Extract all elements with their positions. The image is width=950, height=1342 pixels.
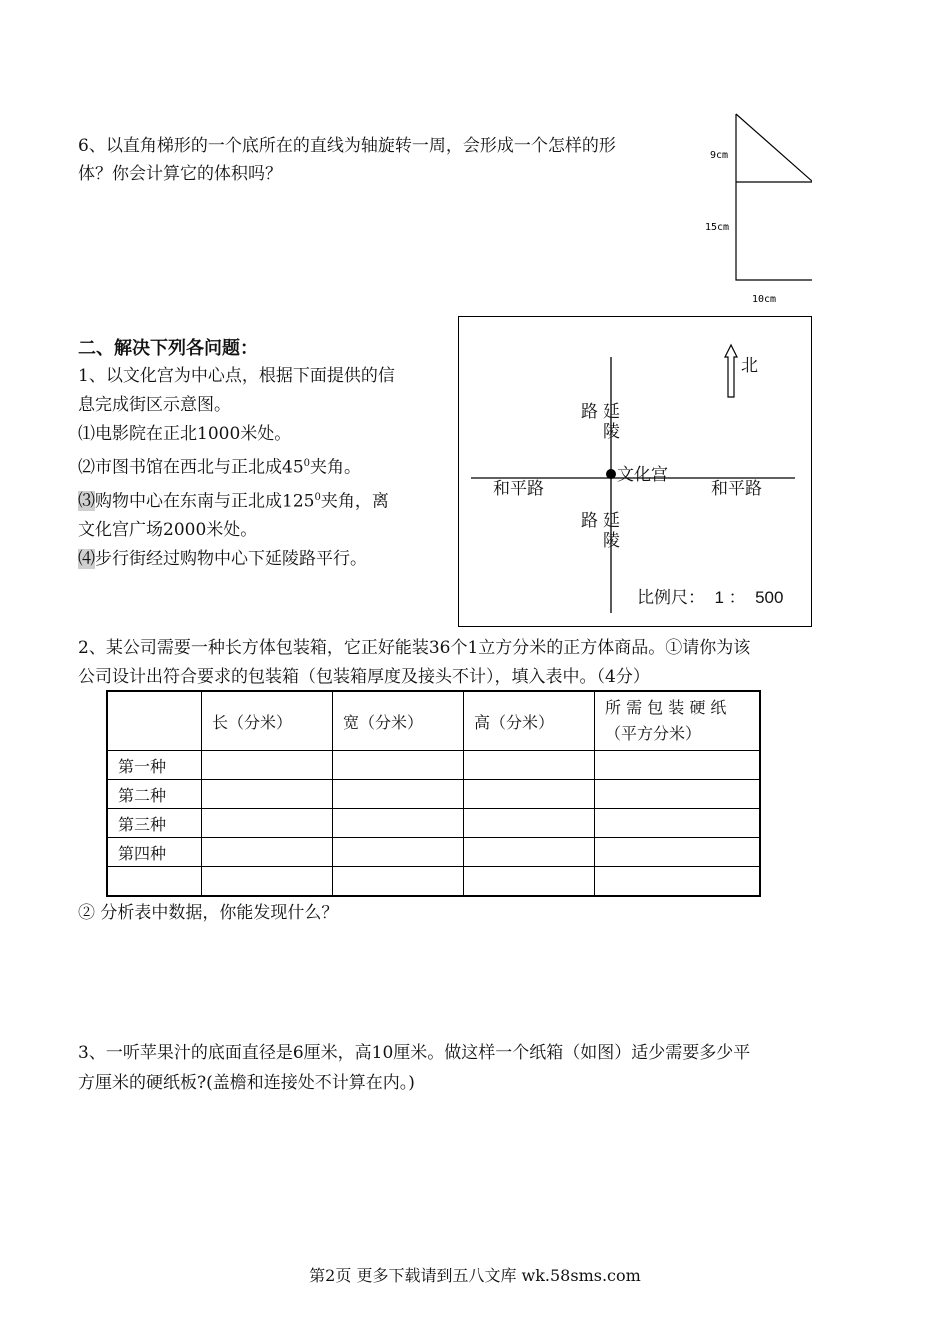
q1-item-1: ⑴电影院在正北1000米处。	[78, 424, 292, 444]
trapezoid-outline	[736, 114, 812, 280]
q2-line-1: 2、某公司需要一种长方体包装箱，它正好能装36个1立方分米的正方体商品。①请你为该	[78, 638, 751, 658]
q2-part-2: ② 分析表中数据，你能发现什么？	[78, 903, 339, 923]
page-footer: 第2页 更多下载请到五八文库 wk.58sms.com	[309, 1266, 641, 1285]
q6-line-2: 体？你会计算它的体积吗？	[78, 164, 282, 184]
header-height: 高（分米）	[464, 691, 595, 751]
dim-9cm: 9cm	[710, 150, 729, 161]
table-row	[107, 867, 760, 897]
dim-15cm: 15cm	[705, 222, 730, 233]
road-v-bottom-1: 路	[581, 511, 598, 531]
question-1	[78, 362, 448, 574]
header-length: 长（分米）	[202, 691, 333, 751]
road-h-left: 和平路	[493, 479, 544, 499]
section-title: 二、解决下列各问题：	[78, 338, 258, 359]
header-paper: 所 需 包 装 硬 纸 （平方分米）	[595, 691, 761, 751]
q1-item-3: ⑶购物中心在东南与正北成$125^0$夹角，离	[78, 491, 389, 512]
road-v-top-2: 延	[603, 402, 620, 422]
q1-line-2: 息完成街区示意图。	[78, 395, 231, 415]
north-label: 北	[741, 356, 758, 376]
q6-line-1: 6、以直角梯形的一个底所在的直线为轴旋转一周，会形成一个怎样的形	[78, 136, 616, 156]
q3-line-2: 方厘米的硬纸板?(盖檐和连接处不计算在内。)	[78, 1073, 415, 1093]
table-row: 第二种	[107, 780, 760, 809]
road-v-top-3: 陵	[603, 422, 620, 442]
table-row: 第四种	[107, 838, 760, 867]
trapezoid-figure	[702, 108, 812, 308]
center-dot	[606, 469, 616, 479]
dim-10cm: 10cm	[752, 294, 777, 305]
table-row: 第一种	[107, 751, 760, 780]
q2-line-2: 公司设计出符合要求的包装箱（包装箱厚度及接头不计），填入表中。（4分）	[78, 667, 650, 687]
q1-item-3-cont: 文化宫广场2000米处。	[78, 520, 258, 541]
road-v-top-1: 路	[581, 402, 598, 422]
question-3	[78, 1038, 868, 1098]
road-v-bottom-3: 陵	[603, 531, 620, 551]
q1-item-4: ⑷步行街经过购物中心下延陵路平行。	[78, 549, 367, 570]
q3-line-1: 3、一听苹果汁的底面直径是6厘米，高10厘米。做这样一个纸箱（如图）适少需要多少平	[78, 1043, 751, 1063]
north-arrow-icon	[725, 345, 737, 397]
table-header-row	[107, 691, 760, 751]
road-v-bottom-2: 延	[603, 511, 620, 531]
table-row: 第三种	[107, 809, 760, 838]
question-6	[78, 132, 688, 188]
box-table	[106, 690, 761, 897]
center-label: 文化宫	[617, 465, 668, 485]
street-map	[458, 316, 812, 627]
header-cell-empty	[107, 691, 202, 751]
q1-item-2: ⑵市图书馆在西北与正北成$45^0$夹角。	[78, 457, 362, 478]
header-width: 宽（分米）	[333, 691, 464, 751]
q1-line-1: 1、以文化宫为中心点，根据下面提供的信	[78, 366, 395, 386]
road-h-right: 和平路	[711, 479, 762, 499]
scale-label: 比例尺： 1 ： 500	[637, 588, 784, 607]
question-2	[78, 634, 868, 692]
